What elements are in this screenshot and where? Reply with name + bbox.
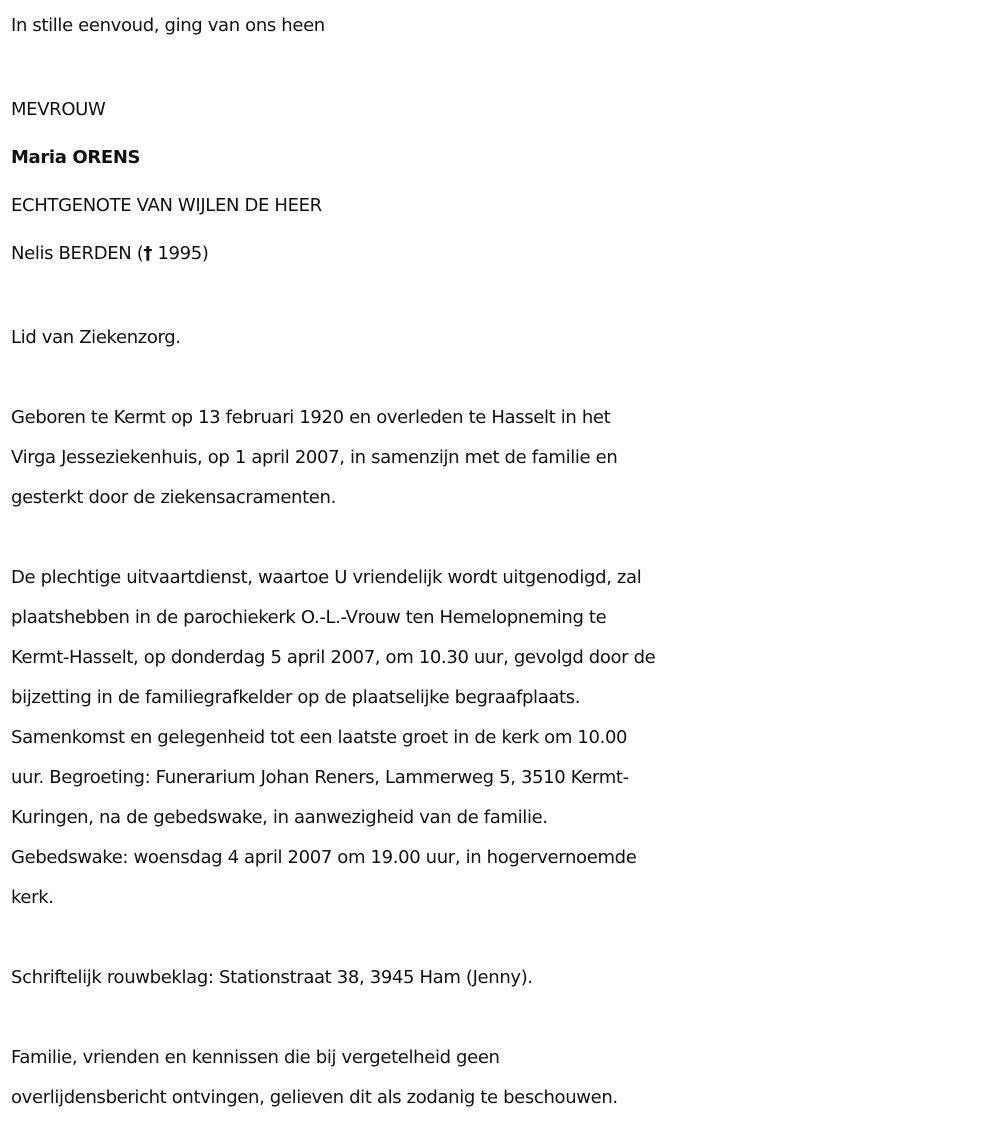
- condolences-line: Schriftelijk rouwbeklag: Stationstraat 38, 3945 Ham (Jenny).: [11, 967, 533, 988]
- paragraph-line: Gebedswake: woensdag 4 april 2007 om 19.00 uur, in hogervernoemde: [11, 847, 637, 868]
- deceased-name: Maria ORENS: [11, 147, 141, 168]
- notice-paragraph: [11, 1038, 1000, 1118]
- paragraph-line: Virga Jesseziekenhuis, op 1 april 2007, in samenzijn met de familie en: [11, 447, 618, 468]
- paragraph-line: gesterkt door de ziekensacramenten.: [11, 487, 336, 508]
- spacer: [11, 518, 1000, 558]
- membership-line: Lid van Ziekenzorg.: [11, 327, 181, 348]
- paragraph-line: Geboren te Kermt op 13 februari 1920 en overleden te Hasselt in het: [11, 407, 611, 428]
- paragraph-line: kerk.: [11, 887, 54, 908]
- paragraph-line: Kuringen, na de gebedswake, in aanwezigheid van de familie.: [11, 807, 548, 828]
- funeral-paragraph: [11, 558, 1000, 918]
- deceased-title: MEVROUW: [11, 99, 106, 120]
- paragraph-line: plaatshebben in de parochiekerk O.-L.-Vrouw ten Hemelopneming te: [11, 607, 607, 628]
- intro-line: In stille eenvoud, ging van ons heen: [11, 15, 325, 36]
- spacer: [11, 998, 1000, 1038]
- spacer: [11, 358, 1000, 398]
- spouse-name: Nelis BERDEN (: [11, 243, 144, 264]
- spacer: [11, 46, 1000, 86]
- paragraph-line: overlijdensbericht ontvingen, gelieven dit als zodanig te beschouwen.: [11, 1087, 618, 1108]
- paragraph-line: Familie, vrienden en kennissen die bij vergetelheid geen: [11, 1047, 500, 1068]
- spacer: [11, 278, 1000, 318]
- paragraph-line: De plechtige uitvaartdienst, waartoe U vriendelijk wordt uitgenodigd, zal: [11, 567, 642, 588]
- paragraph-line: Samenkomst en gelegenheid tot een laatste groet in de kerk om 10.00: [11, 727, 628, 748]
- spacer: [11, 918, 1000, 958]
- spouse-line: [11, 230, 1000, 278]
- paragraph-line: uur. Begroeting: Funerarium Johan Reners, Lammerweg 5, 3510 Kermt-: [11, 767, 629, 788]
- spouse-title: ECHTGENOTE VAN WIJLEN DE HEER: [11, 195, 322, 216]
- paragraph-line: bijzetting in de familiegrafkelder op de plaatselijke begraafplaats.: [11, 687, 581, 708]
- cross-icon: †: [143, 243, 153, 264]
- birth-death-paragraph: [11, 398, 1000, 518]
- paragraph-line: Kermt-Hasselt, op donderdag 5 april 2007, om 10.30 uur, gevolgd door de: [11, 647, 656, 668]
- spouse-death-year: 1995): [152, 243, 209, 264]
